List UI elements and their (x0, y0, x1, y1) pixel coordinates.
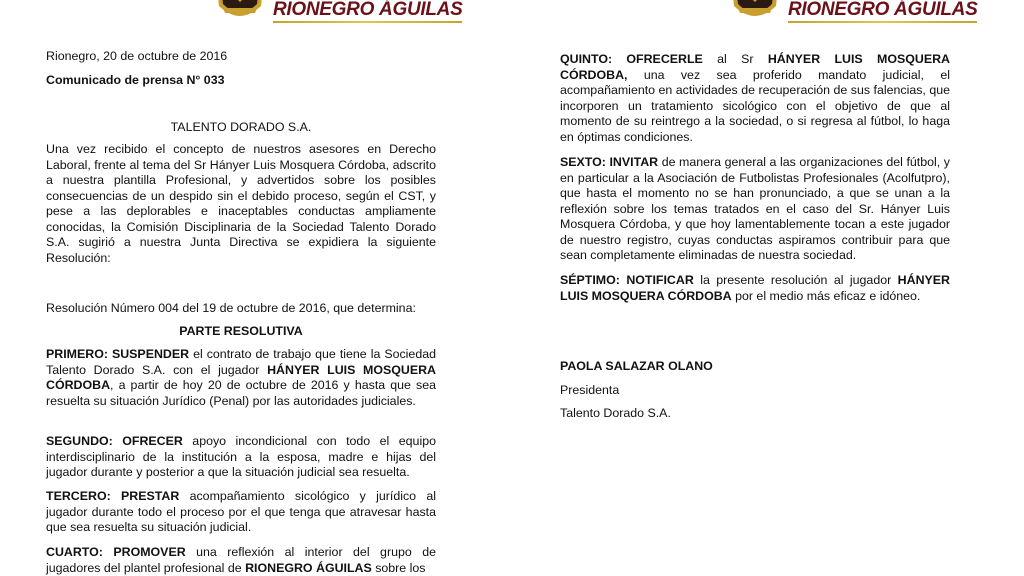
right-page (512, 0, 1024, 576)
primero-text-a: el contrato de trabajo que tiene la Sociedad Talento Dorado S.A. con el jugador (46, 347, 436, 377)
wordmark-rionegro: RIONEGRO (788, 0, 890, 20)
article-cuarto (46, 545, 436, 576)
date-line: Rionegro, 20 de octubre de 2016 (46, 49, 228, 63)
wordmark-underline (273, 21, 462, 23)
signatory-role: Presidenta (560, 383, 620, 397)
wordmark-rionegro: RIONEGRO (273, 0, 375, 20)
cuarto-text-a: una reflexión al interior del grupo de jugadores del plantel profesional de (46, 545, 436, 575)
press-release-number: Comunicado de prensa N° 033 (46, 73, 225, 87)
club-logo (728, 0, 977, 22)
cuarto-text-b: sobre los (371, 560, 426, 575)
septimo-text-b: por el medio más eficaz e idóneo. (731, 288, 921, 303)
primero-text-b: , a partir de hoy 20 de octubre de 2016 y hasta que sea resuelta su situación Jurídico (Penal) por las autoridades judiciales. (46, 378, 436, 408)
aguilas-doradas-badge-icon (728, 0, 782, 22)
club-wordmark (788, 0, 977, 20)
club-wordmark (273, 0, 462, 20)
quinto-label: QUINTO: OFRECERLE (560, 52, 703, 66)
cuarto-club-name: RIONEGRO ÁGUILAS (245, 560, 372, 575)
article-primero (46, 347, 436, 409)
quinto-text-b: una vez sea proferido mandato judicial, el acompañamiento en actividades de recuperación de sus falencias, que incorporen un tratamiento sicológico con el objetivo de que al momento de su reintrego a la sociedad, o si regresa al fútbol, lo haga en óptimas condiciones. (560, 67, 950, 144)
septimo-player-name: HÁNYER LUIS MOSQUERA CÓRDOBA (560, 273, 950, 303)
primero-label: PRIMERO: SUSPENDER (46, 347, 190, 361)
primero-player-name: HÁNYER LUIS MOSQUERA CÓRDOBA (46, 362, 437, 392)
article-tercero (46, 489, 436, 536)
intro-paragraph: Una vez recibido el concepto de nuestros asesores en Derecho Laboral, frente al tema del Sr Hányer Luis Mosquera Córdoba, adscrito a nuestra plantilla Profesional, y advertidos sobre los posibles consecuencias de un despido sin el debido proceso, según el CST, y pese a las deplorables e inaceptables conductas ampliamente conocidas, la Comisión Disciplinaria de la Sociedad Talento Dorado S.A. sugirió a nuestra Junta Directiva se expidiera la siguiente Resolución: (46, 142, 436, 265)
cuarto-label: CUARTO: PROMOVER (46, 545, 186, 559)
sexto-label: SEXTO: INVITAR (560, 155, 659, 169)
article-segundo (46, 434, 436, 481)
signatory-name: PAOLA SALAZAR OLANO (560, 359, 713, 373)
segundo-text: apoyo incondicional con todo el equipo interdisciplinario de la institución a la esposa, madre e hijas del jugador durante y posterior a que la situación judicial sea resuelta. (46, 434, 436, 479)
tercero-label: TERCERO: PRESTAR (46, 489, 180, 503)
quinto-player-name: HÁNYER LUIS MOSQUERA CÓRDOBA, (560, 52, 950, 82)
wordmark-aguilas: ÁGUILAS (894, 0, 978, 20)
company-heading: TALENTO DORADO S.A. (170, 120, 312, 134)
wordmark-aguilas: ÁGUILAS (379, 0, 463, 20)
aguilas-doradas-badge-icon (213, 0, 267, 22)
septimo-text-a: la presente resolución al jugador (693, 273, 898, 287)
article-sexto (560, 155, 950, 264)
article-septimo (560, 273, 950, 304)
sexto-text: de manera general a las organizaciones del fútbol, y en particular a la Asociación de Futbolistas Profesionales (Acolfutpro), que hasta el momento no se han pronunciado, a que se unan a la reflexión sobre los temas tratados en el caso del Sr. Hányer Luis Mosquera Córdoba, y que hoy lamentablemente tocan a este jugador de nuestro registro, cuyas conductas aspiramos contribuir para que sean completamente eliminadas de nuestra sociedad. (560, 155, 950, 262)
wordmark-underline (788, 21, 977, 23)
segundo-label: SEGUNDO: OFRECER (46, 434, 183, 448)
signatory-company: Talento Dorado S.A. (560, 406, 671, 420)
resolution-line: Resolución Número 004 del 19 de octubre de 2016, que determina: (46, 301, 416, 315)
section-title: PARTE RESOLUTIVA (179, 324, 303, 338)
tercero-text: acompañamiento sicológico y jurídico al jugador durante todo el proceso por el que tenga que atravesar hasta que sea resuelta su situación judicial. (46, 489, 436, 534)
club-logo (213, 0, 462, 22)
article-quinto (560, 52, 950, 145)
quinto-text-a: al Sr (702, 52, 768, 66)
septimo-label: SÉPTIMO: NOTIFICAR (560, 273, 694, 287)
